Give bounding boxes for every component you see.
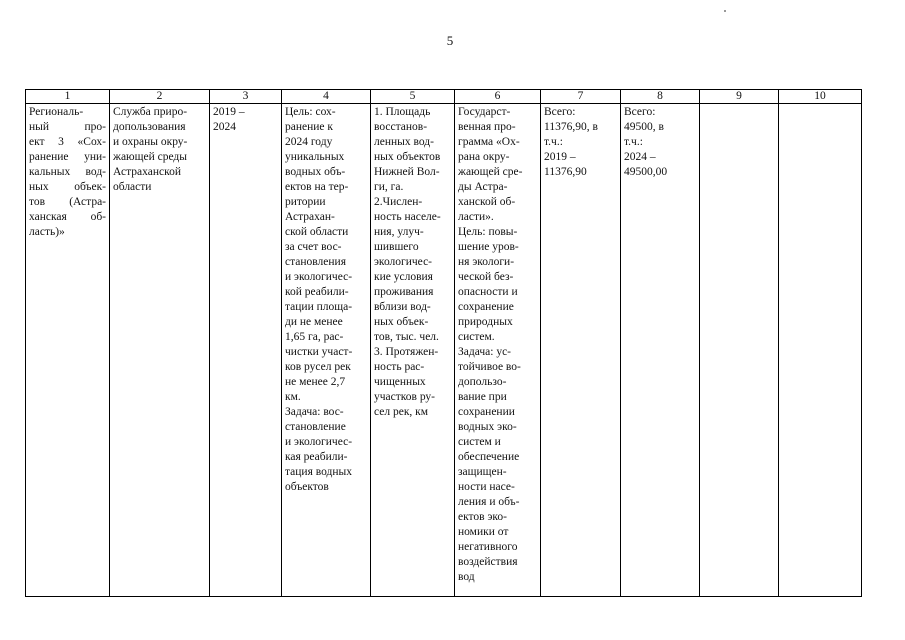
cell-line: ных объек- <box>29 181 106 193</box>
cell-line: ектов эко- <box>458 511 507 523</box>
cell-line: ханской об- <box>458 196 516 208</box>
cell-line: ных объек- <box>374 316 429 328</box>
cell-line: ской области <box>285 226 349 238</box>
cell-line: 3. Протяжен- <box>374 346 439 358</box>
cell-line: вблизи вод- <box>374 301 431 313</box>
scan-speck <box>724 10 726 12</box>
cell-line: тов (Астра- <box>29 196 106 208</box>
cell-line: восстанов- <box>374 121 428 133</box>
cell-line: систем. <box>458 331 495 343</box>
cell-line: допользо- <box>458 376 507 388</box>
cell-line: ности насе- <box>458 481 515 493</box>
cell-line: Астрахан- <box>285 211 335 223</box>
header-cell: 8 <box>621 90 700 104</box>
cell-line: ранение к <box>285 121 333 133</box>
cell-line: Государст- <box>458 106 511 118</box>
cell-line: ранение уни- <box>29 151 106 163</box>
cell-line: кие условия <box>374 271 433 283</box>
cell-line: природных <box>458 316 513 328</box>
cell-line: 11376,90 <box>544 166 587 178</box>
header-cell: 2 <box>110 90 210 104</box>
cell-line: ритории <box>285 196 326 208</box>
cell-line: чистки участ- <box>285 346 353 358</box>
cell-line: опасности и <box>458 286 518 298</box>
cell-line: ления и объ- <box>458 496 520 508</box>
header-cell: 7 <box>541 90 621 104</box>
cell-line: участков ру- <box>374 391 436 403</box>
page-number: 5 <box>446 33 454 48</box>
cell-line: Региональ- <box>29 106 84 118</box>
cell-line: 2024 году <box>285 136 333 148</box>
period-cell <box>210 104 282 597</box>
cell-line: ласть)» <box>29 226 65 238</box>
cell-line: и экологичес- <box>285 271 353 283</box>
project-name-cell <box>26 104 110 597</box>
cell-line: 2019 – <box>213 106 245 118</box>
cell-line: становления <box>285 256 346 268</box>
cell-line: допользования <box>113 121 186 133</box>
cell-line: Цель: повы- <box>458 226 518 238</box>
header-cell: 3 <box>210 90 282 104</box>
cell-line: тов, тыс. чел. <box>374 331 439 343</box>
cell-line: ный про- <box>29 121 106 133</box>
cell-line: 49500, в <box>624 121 664 133</box>
cell-line: Задача: ус- <box>458 346 512 358</box>
header-cell: 4 <box>282 90 371 104</box>
table-row <box>26 104 862 597</box>
cell-line: Астраханской <box>113 166 182 178</box>
cell-line: негативного <box>458 541 518 553</box>
header-cell: 10 <box>779 90 862 104</box>
cell-line: и охраны окру- <box>113 136 188 148</box>
cell-line: вание при <box>458 391 507 403</box>
cell-line: 49500,00 <box>624 166 668 178</box>
cell-line: Цель: сох- <box>285 106 336 118</box>
cell-line: 2024 – <box>624 151 656 163</box>
cell-line: ных объектов <box>374 151 441 163</box>
cell-line: за счет вос- <box>285 241 342 253</box>
cell-line: ность рас- <box>374 361 425 373</box>
cell-line: ленных вод- <box>374 136 434 148</box>
cell-line: т.ч.: <box>544 136 563 148</box>
cell-line: 1,65 га, рас- <box>285 331 344 343</box>
cell-line: ект 3 «Сох- <box>29 136 106 148</box>
cell-line: 11376,90, в <box>544 121 598 133</box>
cell-line: шение уров- <box>458 241 519 253</box>
cell-line: Всего: <box>544 106 576 118</box>
program-cell <box>455 104 541 597</box>
cell-line: сел рек, км <box>374 406 429 418</box>
cell-line: 1. Площадь <box>374 106 431 118</box>
cell-line: т.ч.: <box>624 136 643 148</box>
goal-cell <box>282 104 371 597</box>
cell-line: грамма «Ох- <box>458 136 520 148</box>
cell-line: объектов <box>285 481 329 493</box>
cell-line: кальных вод- <box>29 166 106 178</box>
cell-line: уникальных <box>285 151 345 163</box>
cell-line: венная про- <box>458 121 516 133</box>
cell-line: вод <box>458 571 475 583</box>
cell-line: км. <box>285 391 301 403</box>
cell-line: шившего <box>374 241 419 253</box>
header-cell: 6 <box>455 90 541 104</box>
cell-line: Всего: <box>624 106 656 118</box>
cell-line: воздействия <box>458 556 518 568</box>
cell-line: ния, улуч- <box>374 226 424 238</box>
empty-cell-9 <box>700 104 779 597</box>
cell-line: тация водных <box>285 466 352 478</box>
cell-line: и экологичес- <box>285 436 353 448</box>
cell-line: систем и <box>458 436 501 448</box>
cell-line: становление <box>285 421 346 433</box>
cell-line: тации площа- <box>285 301 353 313</box>
cell-line: водных эко- <box>458 421 517 433</box>
cell-line: кая реабили- <box>285 451 348 463</box>
header-cell: 1 <box>26 90 110 104</box>
cell-line: номики от <box>458 526 509 538</box>
cell-line: ческой без- <box>458 271 514 283</box>
empty-cell-10 <box>779 104 862 597</box>
indicators-cell <box>371 104 455 597</box>
cell-line: рана окру- <box>458 151 510 163</box>
cell-line: сохранение <box>458 301 514 313</box>
cell-line: не менее 2,7 <box>285 376 346 388</box>
header-cell: 9 <box>700 90 779 104</box>
cell-line: ги, га. <box>374 181 404 193</box>
cell-line: чищенных <box>374 376 426 388</box>
cell-line: тойчивое во- <box>458 361 521 373</box>
cell-line: Нижней Вол- <box>374 166 440 178</box>
cell-line: жающей среды <box>113 151 188 163</box>
cell-line: Служба приро- <box>113 106 188 118</box>
cell-line: ектов на тер- <box>285 181 349 193</box>
header-cell: 5 <box>371 90 455 104</box>
cell-line: водных объ- <box>285 166 346 178</box>
cell-line: ханская об- <box>29 211 106 223</box>
cell-line: ня экологи- <box>458 256 515 268</box>
header-row <box>26 90 862 104</box>
project-table <box>25 89 862 597</box>
cell-line: ласти». <box>458 211 494 223</box>
responsible-cell <box>110 104 210 597</box>
cell-line: 2019 – <box>544 151 576 163</box>
cell-line: сохранении <box>458 406 515 418</box>
cell-line: Задача: вос- <box>285 406 344 418</box>
cell-line: ди не менее <box>285 316 343 328</box>
cell-line: ды Астра- <box>458 181 508 193</box>
cell-line: ность населе- <box>374 211 441 223</box>
cell-line: области <box>113 181 152 193</box>
cell-line: жающей сре- <box>458 166 523 178</box>
cell-line: защищен- <box>458 466 507 478</box>
funding-total-cell <box>541 104 621 597</box>
cell-line: 2024 <box>213 121 236 133</box>
cell-line: 2.Числен- <box>374 196 423 208</box>
funding-plan-cell <box>621 104 700 597</box>
cell-line: кой реабили- <box>285 286 349 298</box>
cell-line: проживания <box>374 286 434 298</box>
cell-line: экологичес- <box>374 256 433 268</box>
cell-line: ков русел рек <box>285 361 351 373</box>
cell-line: обеспечение <box>458 451 520 463</box>
